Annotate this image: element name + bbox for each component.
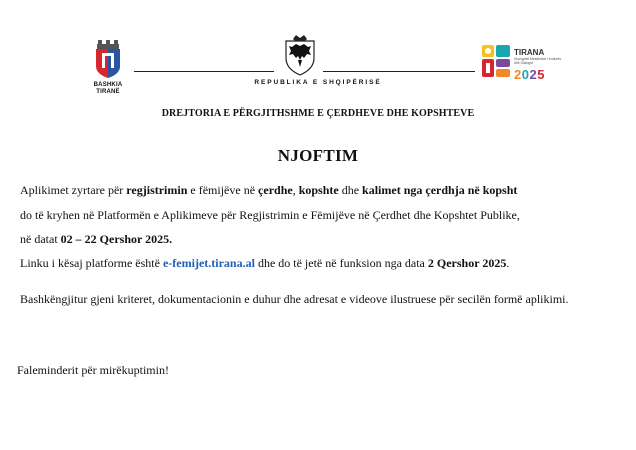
text-run: e fëmijëve në: [187, 183, 259, 197]
start-date: 2 Qershor 2025: [427, 256, 507, 270]
bashkia-tirane-logo: [88, 40, 128, 98]
notice-line-3: [20, 232, 172, 247]
closing-line: Faleminderit për mirëkuptimin!: [17, 363, 169, 377]
bold-text: kalimet nga çerdhja në kopsht: [362, 183, 518, 197]
logo-caption-line2: TIRANË: [96, 89, 120, 95]
text-run: në datat: [20, 232, 61, 246]
tirana-2025-logo: [482, 45, 562, 85]
header-divider-left: [134, 71, 274, 72]
brand-name: TIRANA: [514, 48, 545, 57]
application-dates: 02 – 22 Qershor 2025.: [60, 232, 173, 246]
bold-text: regjistrimin: [126, 183, 188, 197]
brand-subtitle: Kryeqyteti Mesdhetar i Kulturës dhe Dialogut: [514, 57, 562, 65]
platform-link[interactable]: e-femijet.tirana.al: [162, 256, 255, 270]
notice-title: NJOFTIM: [277, 146, 359, 165]
republic-heading: REPUBLIKA E SHQIPËRISË: [254, 79, 382, 86]
notice-line-2: do të kryhen në Platformën e Aplikimeve për Regjistrimin e Fëmijëve në Çerdhet dhe Kopshtet Publike,: [20, 208, 520, 222]
text-run: dhe: [338, 183, 363, 197]
year-digit: 2: [514, 67, 522, 82]
city-coat-of-arms-icon: [94, 40, 122, 78]
year-digit: 0: [521, 67, 530, 82]
text-run: ,: [292, 183, 299, 197]
year-digit: 5: [537, 67, 545, 82]
bold-text: kopshte: [298, 183, 339, 197]
tirana-2025-mark-icon: [482, 45, 512, 79]
text-run: dhe do të jetë në funksion nga data: [254, 256, 428, 270]
header-divider-right: [323, 71, 475, 72]
text-run: Linku i kësaj platforme është: [20, 256, 163, 270]
attachments-paragraph: Bashkëngjitur gjeni kriteret, dokumentacionin e duhur dhe adresat e videove ilustruese për secilën formë aplikimi.: [20, 292, 569, 306]
notice-line-1: [20, 183, 517, 198]
logo-caption-line1: BASHKIA: [93, 82, 123, 88]
bold-text: çerdhe: [258, 183, 293, 197]
text-run: .: [506, 256, 510, 270]
directorate-heading: DREJTORIA E PËRGJITHSHME E ÇERDHEVE DHE KOPSHTEVE: [161, 108, 475, 119]
brand-year: [514, 67, 545, 82]
text-run: Aplikimet zyrtare për: [20, 183, 127, 197]
notice-line-4: [20, 256, 509, 271]
year-digit: 2: [529, 67, 538, 82]
albanian-coat-of-arms-icon: [283, 34, 317, 76]
